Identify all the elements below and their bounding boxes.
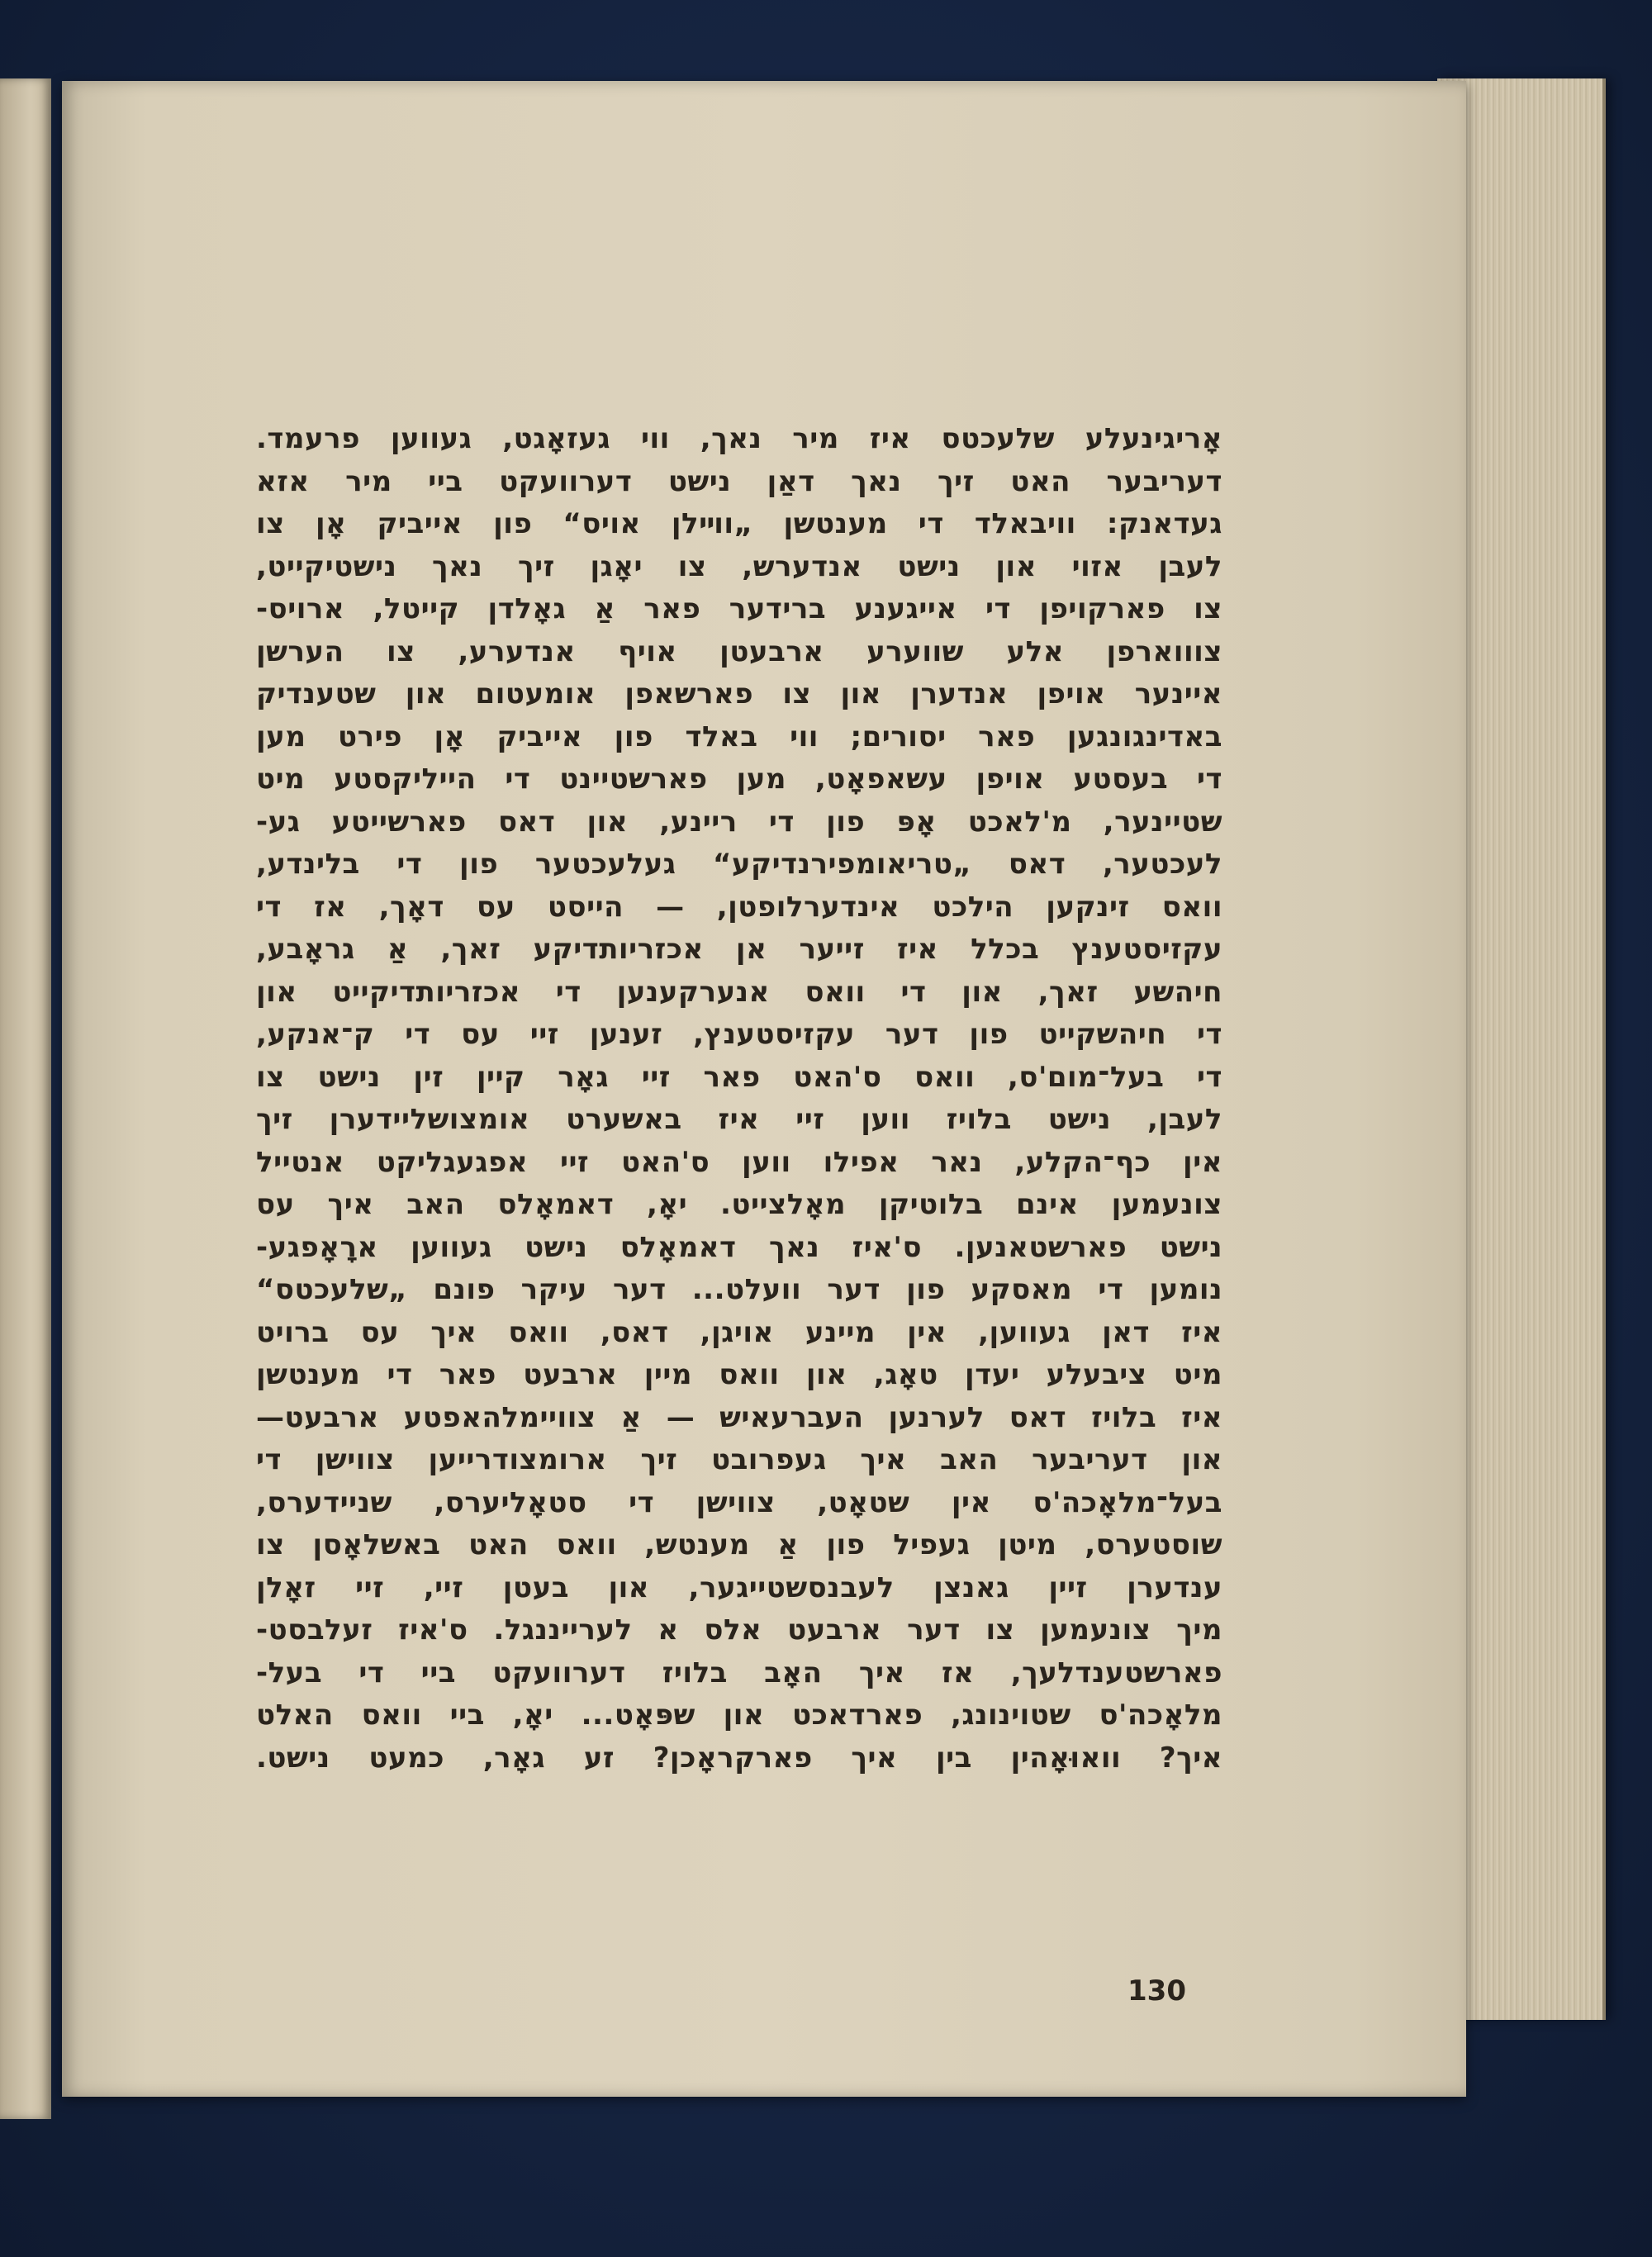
text-line: צו פארקויפן די אייגענע ברידער פאר אַ גאָלדן קייטל, ארויס- — [256, 592, 1222, 625]
text-line: מלאָכה'ס שטוינונג, פארדאכט און שפּאָט... יאָ, ביי וואס האלט — [256, 1699, 1222, 1732]
text-line: בעל־מלאָכה'ס אין שטאָט, צווישן די סטאָליערס, שניידערס, — [256, 1485, 1222, 1519]
text-line: איינער אויפן אנדערן און צו פארשאפן אומעטום און שטענדיק — [256, 677, 1222, 710]
text-line: מיך צונעמען צו דער ארבעט אלס א לערייננגל. ס'איז זעלבסט- — [256, 1613, 1222, 1646]
text-line: צונעמען אינם בלוטיקן מאָלצייט. יאָ, דאמאָלס האב איך עס — [256, 1188, 1222, 1221]
text-line: די חיהשקייט פון דער עקזיסטענץ, זענען זיי עס די ק־אנקע, — [256, 1018, 1222, 1051]
text-line: אָריגינעלע שלעכטס איז מיר נאך, ווי געזאָגט, געווען פרעמד. — [256, 422, 1222, 455]
text-line: לעכטער, דאס „טריאומפירנדיקע“ געלעכטער פון די בלינדע, — [256, 848, 1222, 881]
page-body-text — [256, 418, 1222, 1779]
text-line: דעריבער האט זיך נאך דאַן נישט דערוועקט ביי מיר אזא — [256, 464, 1222, 498]
text-line: שטיינער, מ'לאכט אָפּ פון די ריינע, און דאס פארשייטע גע- — [256, 805, 1222, 839]
text-line: איך? וואוּאָהין בין איך פארקראָכן? זע גאָר, כמעט נישט. — [256, 1741, 1222, 1775]
left-page-edge — [0, 78, 51, 2119]
text-line: שוסטערס, מיטן געפיל פון אַ מענטש, וואס האט באשלאָסן צו — [256, 1528, 1222, 1561]
text-line: געדאנק: וויבאלד די מענטשן „ווײלן אויס“ פון אייביק אָן צו — [256, 507, 1222, 540]
text-line: צוווארפן אלע שווערע ארבעטן אויף אנדערע, צו הערשן — [256, 634, 1222, 668]
text-line: וואס זינקען הילכט אינדערלופטן, — הייסט עס דאָך, אז די — [256, 890, 1222, 924]
text-line: נומען די מאסקע פון דער וועלט... דער עיקר פונם „שלעכטס“ — [256, 1273, 1222, 1306]
text-line: אין כף־הקלע, נאר אפילו ווען ס'האט זיי אפגעגליקט אנטייל — [256, 1145, 1222, 1179]
text-line: נישט פארשטאנען. ס'איז נאך דאמאָלס נישט געווען ארָאָפגע- — [256, 1230, 1222, 1264]
text-line: עקזיסטענץ בכלל איז זייער אן אכזריותדיקע זאך, אַ גראָבע, — [256, 933, 1222, 966]
text-line: די בעל־מום'ס, וואס ס'האט פאר זיי גאָר קיין זין נישט צו — [256, 1060, 1222, 1094]
text-line: חיהשע זאך, און די וואס אנערקענען די אכזריותדיקייט און — [256, 975, 1222, 1009]
text-line: לעבן, נישט בלויז ווען זיי איז באשערט אומצושליידערן זיך — [256, 1103, 1222, 1136]
text-line: לעבן אזוי און נישט אנדערש, צו יאָגן זיך נאך נישטיקייט, — [256, 549, 1222, 583]
text-line: און דעריבער האב איך געפרובט זיך ארומצודרייען צווישן די — [256, 1443, 1222, 1476]
page-number: 130 — [1127, 1974, 1186, 2008]
text-line: איז דאן געווען, אין מיינע אויגן, דאס, וואס איך עס ברויט — [256, 1315, 1222, 1349]
text-line: ענדערן זיין גאנצן לעבנסשטייגער, און בעטן זיי, זיי זאָלן — [256, 1570, 1222, 1604]
text-line: באדינגונגען פאר יסורים; ווי באלד פון אייביק אָן פירט מען — [256, 720, 1222, 753]
text-line: מיט ציבעלע יעדן טאָג, און וואס מיין ארבעט פאר די מענטשן — [256, 1358, 1222, 1391]
text-line: פארשטענדלעך, אז איך האָב בלויז דערוועקט ביי די בעל- — [256, 1656, 1222, 1689]
text-line: איז בלויז דאס לערנען העברעאיש — אַ צוויימלהאפטע ארבעט— — [256, 1400, 1222, 1434]
text-line: די בעסטע אויפן עשאפאָט, מען פארשטיינט די הייליקסטע מיט — [256, 763, 1222, 796]
book-page — [62, 81, 1466, 2097]
